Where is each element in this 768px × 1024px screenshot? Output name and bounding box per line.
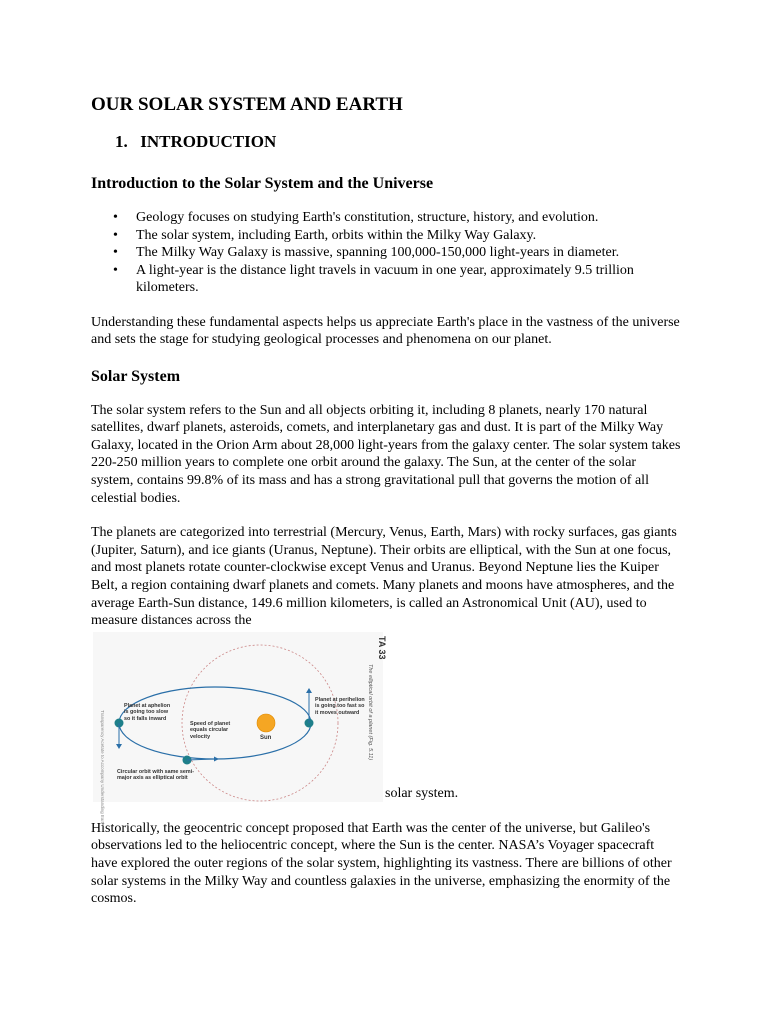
credit-text: Transparency Acetate to Accompany Understanding Earth (100, 709, 105, 826)
section-number: 1. (115, 132, 128, 151)
credit-text-group (100, 710, 105, 826)
orbit-diagram (93, 632, 387, 826)
figure-row (91, 632, 681, 826)
sun-icon (257, 714, 275, 732)
circular-label-box (117, 769, 199, 799)
intro-heading: Introduction to the Solar System and the Universe (91, 175, 434, 192)
document-body (91, 93, 681, 925)
section-title: INTRODUCTION (140, 132, 277, 151)
bullet-item: • Geology focuses on studying Earth's constitution, structure, history, and evolution. (136, 209, 681, 227)
figure-caption: solar system. (385, 785, 459, 801)
solar-system-heading: Solar System (91, 367, 181, 385)
solar-paragraph-1: The solar system refers to the Sun and all objects orbiting it, including 8 planets, nearly 170 natural satellites, dwarf planets, asteroids, comets, and interplanetary gas and dust. It is part of the Milky Way Galaxy, located in the Orion Arm about 28,000 light-years from the galaxy center. The solar system takes 220-250 million years to complete one orbit around the galaxy. The Sun, at the center of the solar system, contains 99.8% of its mass and has a strong gravitational pull that governs the motion of all celestial bodies. (91, 402, 681, 506)
speed-label-box (190, 721, 248, 751)
intro-bullet-list (91, 209, 681, 297)
intro-paragraph: Understanding these fundamental aspects helps us appreciate Earth's place in the vastness of the universe and sets the stage for studying geological processes and phenomena on our planet. (91, 314, 680, 348)
bullet-item: • A light-year is the distance light travels in vacuum in one year, approximately 9.5 trillion kilometers. (136, 262, 681, 297)
orbit-diagram-svg (93, 632, 387, 826)
sun-label: Sun (260, 734, 272, 741)
document-title: OUR SOLAR SYSTEM AND EARTH (91, 94, 403, 115)
perihelion-label: Planet at perihelion is going too fast so it moves outward (315, 696, 365, 716)
bullet-item: • The solar system, including Earth, orbits within the Milky Way Galaxy. (136, 227, 681, 245)
ta-label: TA 33 (377, 635, 387, 660)
bullet-item: • The Milky Way Galaxy is massive, spanning 100,000-150,000 light-years in diameter. (136, 244, 681, 262)
side-caption: The elliptical orbit of a planet (Fig. 5.11) (367, 663, 373, 761)
circular-orbit-label: Circular orbit with same semi-major axis as elliptical orbit (117, 768, 194, 782)
aphelion-label-box (124, 703, 172, 749)
speed-label: Speed of planet equals circular velocity (190, 720, 231, 740)
section-heading (115, 131, 681, 153)
aphelion-label: Planet at aphelion is going too slow so it falls inward (124, 702, 171, 722)
solar-paragraph-2: The planets are categorized into terrestrial (Mercury, Venus, Earth, Mars) with rocky surfaces, gas giants (Jupiter, Saturn), and ice giants (Uranus, Neptune). Their orbits are elliptical, with the Sun at one focus, and most planets rotate counter-clockwise except Venus and Uranus. Beyond Neptune lies the Kuiper Belt, a region containing dwarf planets and comets. Many planets and moons have atmospheres, and the average Earth-Sun distance, 149.6 million kilometers, is called an Astronomical Unit (AU), used to measure distances across the (91, 525, 677, 629)
history-paragraph: Historically, the geocentric concept proposed that Earth was the center of the universe, but Galileo's observations led to the heliocentric concept, where the Sun is the center. NASA’s Voyager spacecraft have explored the outer regions of the solar system, highlighting its vastness. There are billions of other solar systems in the Milky Way and countless galaxies in the universe, emphasizing the enormity of the cosmos. (91, 820, 672, 907)
perihelion-label-box (315, 697, 367, 743)
